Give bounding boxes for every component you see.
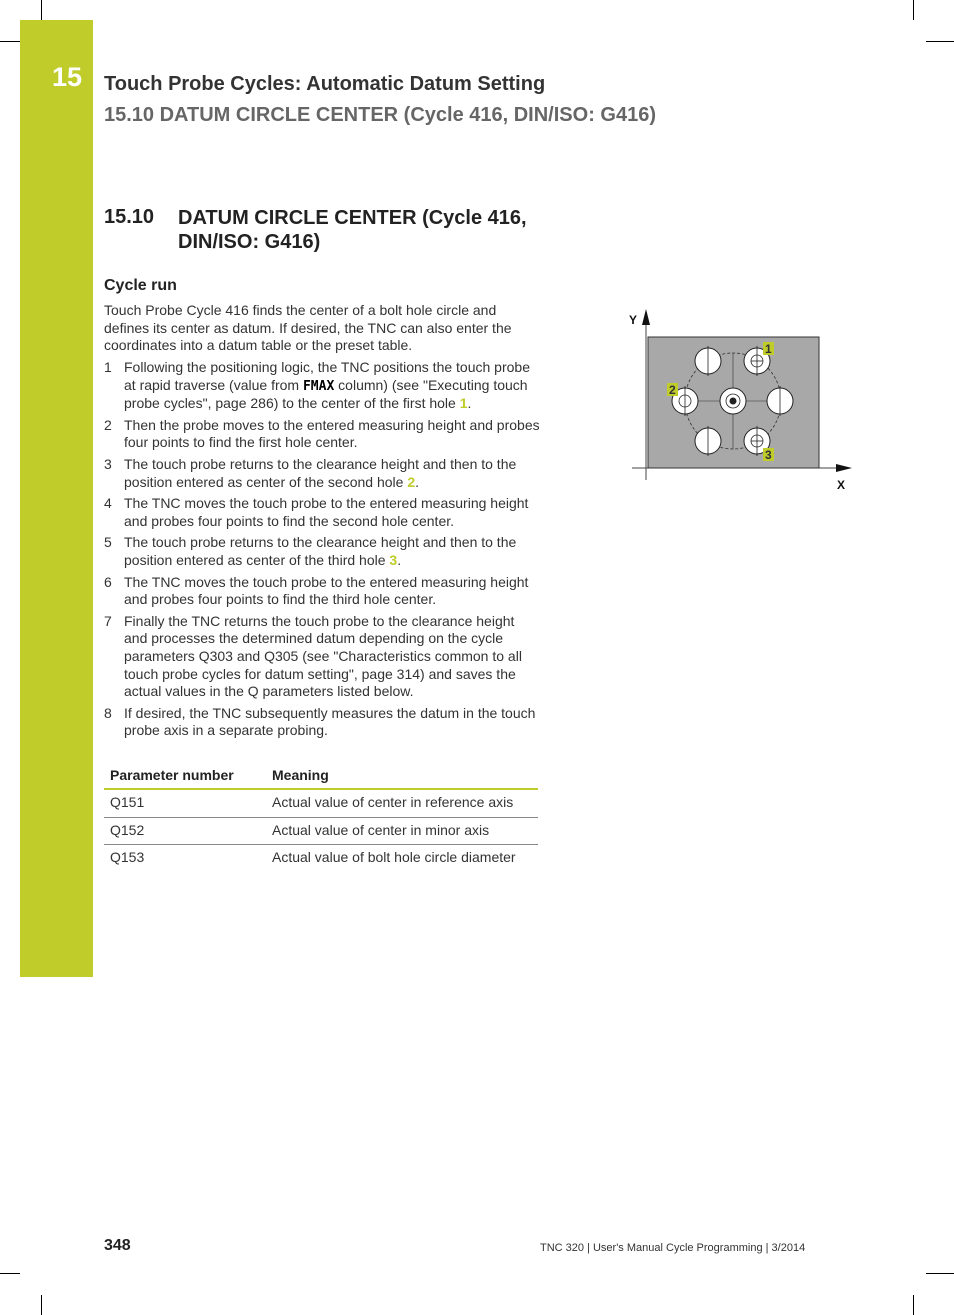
table-cell: Q153: [110, 849, 145, 865]
step-number: 2: [104, 416, 112, 433]
step-number: 8: [104, 704, 112, 721]
footer-text: TNC 320 | User's Manual Cycle Programming | 3/2014: [540, 1242, 806, 1254]
table-cell: Actual value of center in reference axis: [266, 789, 538, 817]
list-item: [104, 574, 540, 609]
cycle-run-heading: Cycle run: [104, 277, 177, 294]
label-hole-2: 2: [669, 383, 676, 397]
step-text: .: [397, 551, 402, 568]
step-number: 6: [104, 573, 112, 590]
crop-mark: [926, 1273, 954, 1274]
step-number: 1: [104, 359, 112, 375]
step-text: The TNC moves the touch probe to the entered measuring height and probes four points to find the second hole center.: [124, 495, 529, 529]
step-text: The TNC moves the touch probe to the entered measuring height and probes four points to find the third hole center.: [124, 573, 529, 608]
step-text: Following the positioning logic, the TNC positions the touch probe at rapid traverse (value from: [124, 359, 530, 393]
step-text: Then the probe moves to the entered measuring height and probes four points to find the first hole center.: [124, 416, 540, 451]
chapter-side-bar: [20, 20, 93, 977]
intro-paragraph: Touch Probe Cycle 416 finds the center of a bolt hole circle and defines its center as datum. If desired, the TNC can also enter the coordinates into a datum table or the preset table.: [104, 302, 512, 354]
parameter-table: [104, 763, 538, 872]
chapter-number: 15: [52, 62, 83, 92]
bolt-circle-figure: [610, 305, 860, 495]
column-header: Parameter number: [104, 763, 266, 789]
crop-mark: [913, 1295, 914, 1315]
step-text: .: [415, 473, 419, 490]
step-text: The touch probe returns to the clearance height and then to the position entered as center of the third hole: [124, 534, 517, 568]
section-title: DATUM CIRCLE CENTER (Cycle 416, DIN/ISO: G416): [178, 207, 527, 253]
step-text: The touch probe returns to the clearance height and then to the position entered as center of the second hole: [124, 455, 517, 490]
cycle-steps-list: [104, 359, 540, 744]
crop-mark: [926, 41, 954, 42]
crop-mark: [41, 0, 42, 20]
list-item: [104, 456, 540, 491]
x-axis-arrow: [836, 464, 852, 472]
hole-ref: 1: [459, 395, 468, 412]
center-hole: [720, 388, 746, 414]
x-axis-label: X: [837, 478, 846, 492]
code-term: FMAX: [302, 378, 335, 394]
hole-ref: 2: [407, 473, 416, 490]
list-item: [104, 417, 540, 452]
crop-mark: [41, 1295, 42, 1315]
table-cell: Q152: [104, 817, 266, 845]
step-number: 3: [104, 455, 112, 472]
step-number: 5: [104, 534, 112, 551]
crop-mark: [0, 1273, 20, 1274]
page-number: 348: [104, 1237, 131, 1254]
list-item: [104, 613, 540, 701]
running-subtitle: 15.10 DATUM CIRCLE CENTER (Cycle 416, DIN/ISO: G416): [104, 104, 656, 126]
table-cell: Q151: [104, 789, 266, 817]
crop-mark: [0, 41, 20, 42]
list-item: [104, 359, 540, 413]
table-row: [104, 789, 538, 817]
crop-mark: [913, 0, 914, 20]
list-item: [104, 705, 540, 740]
table-row: [104, 817, 538, 845]
hole-ref: 3: [389, 551, 398, 568]
label-hole-3: 3: [765, 448, 772, 462]
list-item: [104, 534, 540, 569]
step-text: column) (see "Executing touch probe cycles", page 286) to the center of the first hole: [124, 376, 528, 412]
label-hole-1: 1: [765, 342, 772, 356]
table-cell: Actual value of center in minor axis: [266, 817, 538, 845]
step-text: .: [467, 395, 472, 412]
y-axis-label: Y: [629, 313, 638, 327]
chapter-title: Touch Probe Cycles: Automatic Datum Setting: [104, 73, 546, 95]
list-item: [104, 495, 540, 530]
step-number: 7: [104, 612, 112, 629]
table-row: [104, 845, 538, 872]
section-number: 15.10: [104, 206, 155, 228]
step-text: Finally the TNC returns the touch probe to the clearance height and processes the determined datum depending on the cycle parameters Q303 and Q305 (see "Characteristics common to all touch probe cycles for datum setting", page 314) and saves the actual values in the Q parameters listed below.: [124, 612, 522, 700]
y-axis-arrow: [642, 309, 650, 325]
table-header-row: [104, 763, 538, 789]
column-header: Meaning: [266, 763, 538, 789]
table-cell: Actual value of bolt hole circle diameter: [272, 849, 516, 865]
step-number: 4: [104, 495, 112, 512]
step-text: If desired, the TNC subsequently measures the datum in the touch probe axis in a separate probing.: [124, 704, 536, 739]
